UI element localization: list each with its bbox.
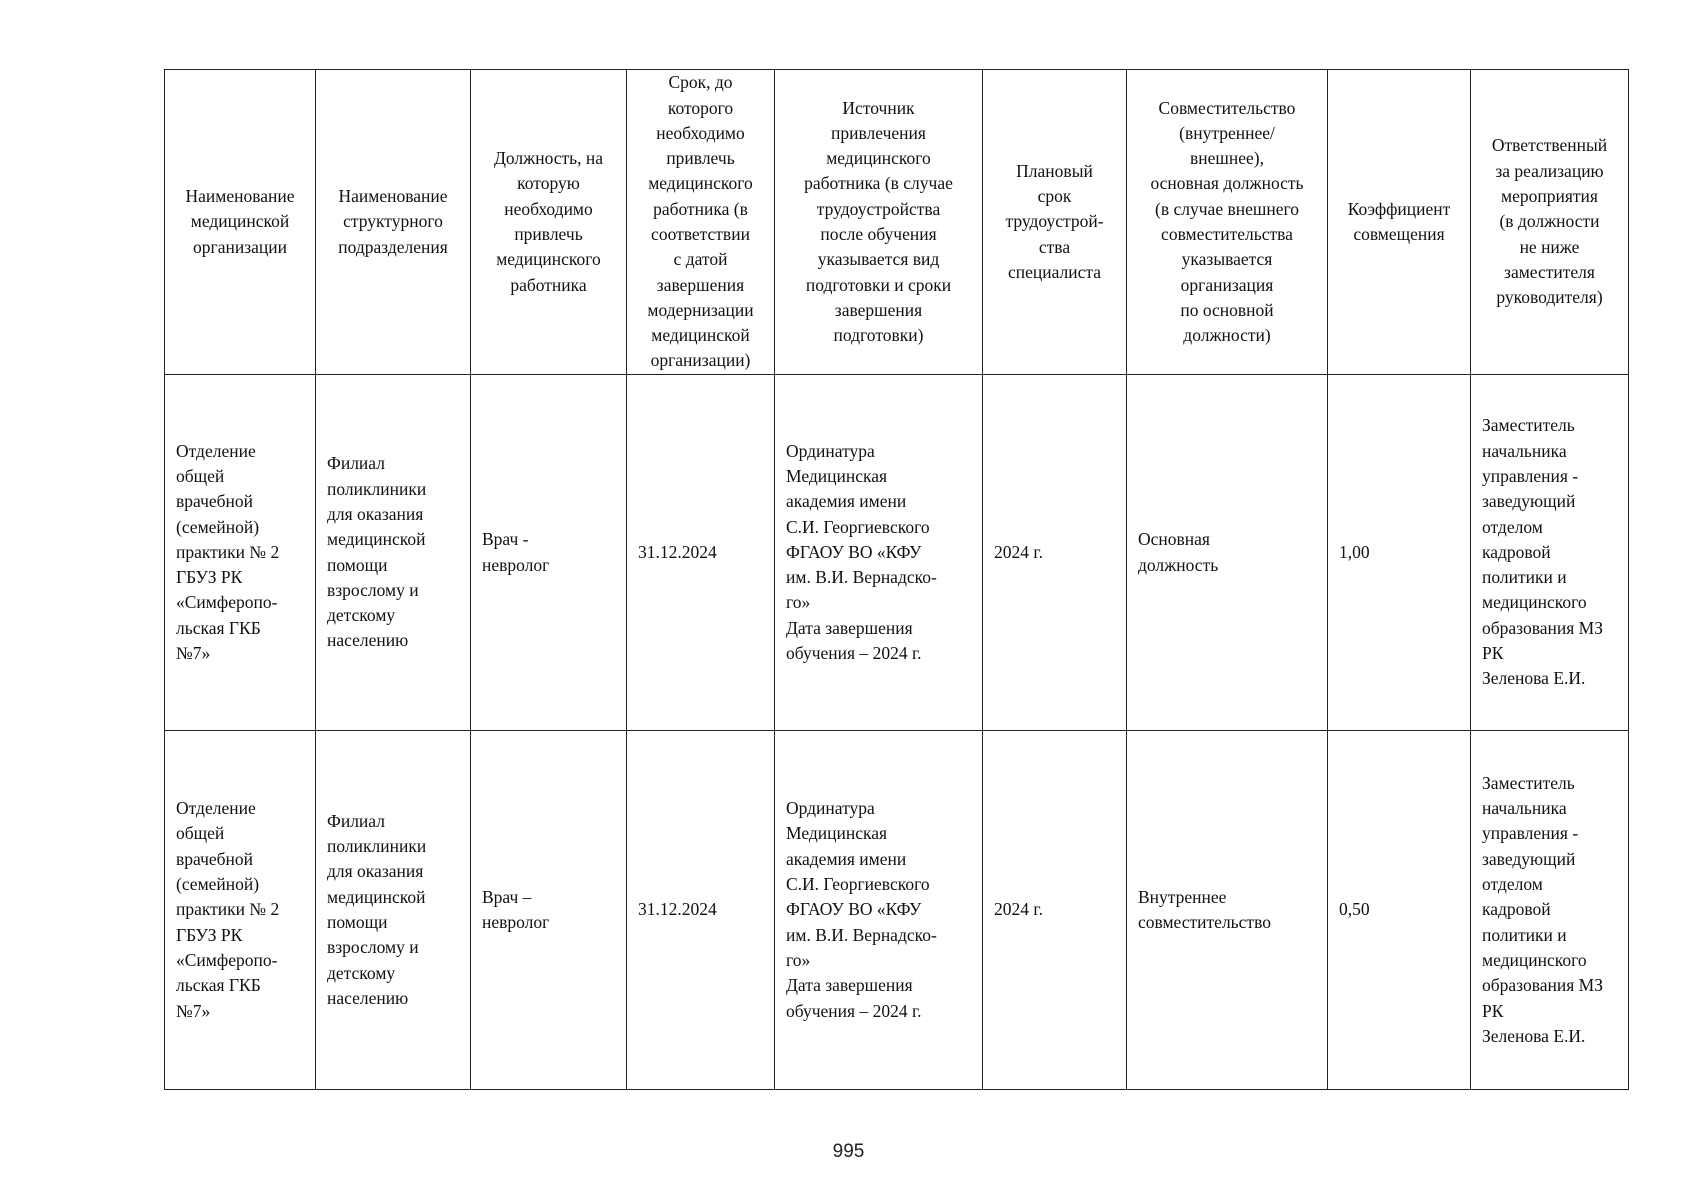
- cell-responsible: Заместитель начальника управления - заведующий отделом кадровой политики и медицинского образования МЗ РК Зеленова Е.И.: [1471, 731, 1629, 1090]
- header-source: Источник привлечения медицинского работника (в случае трудоустройства после обучения указывается вид подготовки и сроки завершения подготовки): [775, 70, 983, 375]
- cell-deadline: 31.12.2024: [627, 731, 775, 1090]
- cell-responsible: Заместитель начальника управления - заведующий отделом кадровой политики и медицинского образования МЗ РК Зеленова Е.И.: [1471, 375, 1629, 731]
- cell-planned-date: 2024 г.: [983, 731, 1127, 1090]
- cell-coefficient: 0,50: [1328, 731, 1471, 1090]
- cell-coefficient: 1,00: [1328, 375, 1471, 731]
- cell-source: Ординатура Медицинская академия имени С.И. Георгиевского ФГАОУ ВО «КФУ им. В.И. Вернадско- го» Дата завершения обучения – 2024 г.: [775, 375, 983, 731]
- header-part-time: Совместительство (внутреннее/ внешнее), основная должность (в случае внешнего совместительства указывается организация по основной должности): [1127, 70, 1328, 375]
- header-responsible: Ответственный за реализацию мероприятия (в должности не ниже заместителя руководителя): [1471, 70, 1629, 375]
- table-row: [165, 731, 1629, 1090]
- page-number: 995: [832, 1141, 865, 1162]
- cell-planned-date: 2024 г.: [983, 375, 1127, 731]
- cell-structural-unit: Филиал поликлиники для оказания медицинской помощи взрослому и детскому населению: [316, 375, 471, 731]
- header-deadline: Срок, до которого необходимо привлечь медицинского работника (в соответствии с датой завершения модернизации медицинской организации): [627, 70, 775, 375]
- header-structural-unit: Наименование структурного подразделения: [316, 70, 471, 375]
- cell-org-name: Отделение общей врачебной (семейной) практики № 2 ГБУЗ РК «Симферопо- льская ГКБ №7»: [165, 731, 316, 1090]
- cell-deadline: 31.12.2024: [627, 375, 775, 731]
- cell-structural-unit: Филиал поликлиники для оказания медицинской помощи взрослому и детскому населению: [316, 731, 471, 1090]
- table-header-row: [165, 70, 1629, 375]
- cell-org-name: Отделение общей врачебной (семейной) практики № 2 ГБУЗ РК «Симферопо- льская ГКБ №7»: [165, 375, 316, 731]
- cell-part-time: Основная должность: [1127, 375, 1328, 731]
- header-planned-date: Плановый срок трудоустрой- ства специалиста: [983, 70, 1127, 375]
- table-row: [165, 375, 1629, 731]
- header-position: Должность, на которую необходимо привлечь медицинского работника: [471, 70, 627, 375]
- cell-position: Врач – невролог: [471, 731, 627, 1090]
- staffing-table: [164, 69, 1629, 1090]
- cell-position: Врач - невролог: [471, 375, 627, 731]
- cell-part-time: Внутреннее совместительство: [1127, 731, 1328, 1090]
- header-coefficient: Коэффициент совмещения: [1328, 70, 1471, 375]
- header-org-name: Наименование медицинской организации: [165, 70, 316, 375]
- cell-source: Ординатура Медицинская академия имени С.И. Георгиевского ФГАОУ ВО «КФУ им. В.И. Вернадско- го» Дата завершения обучения – 2024 г.: [775, 731, 983, 1090]
